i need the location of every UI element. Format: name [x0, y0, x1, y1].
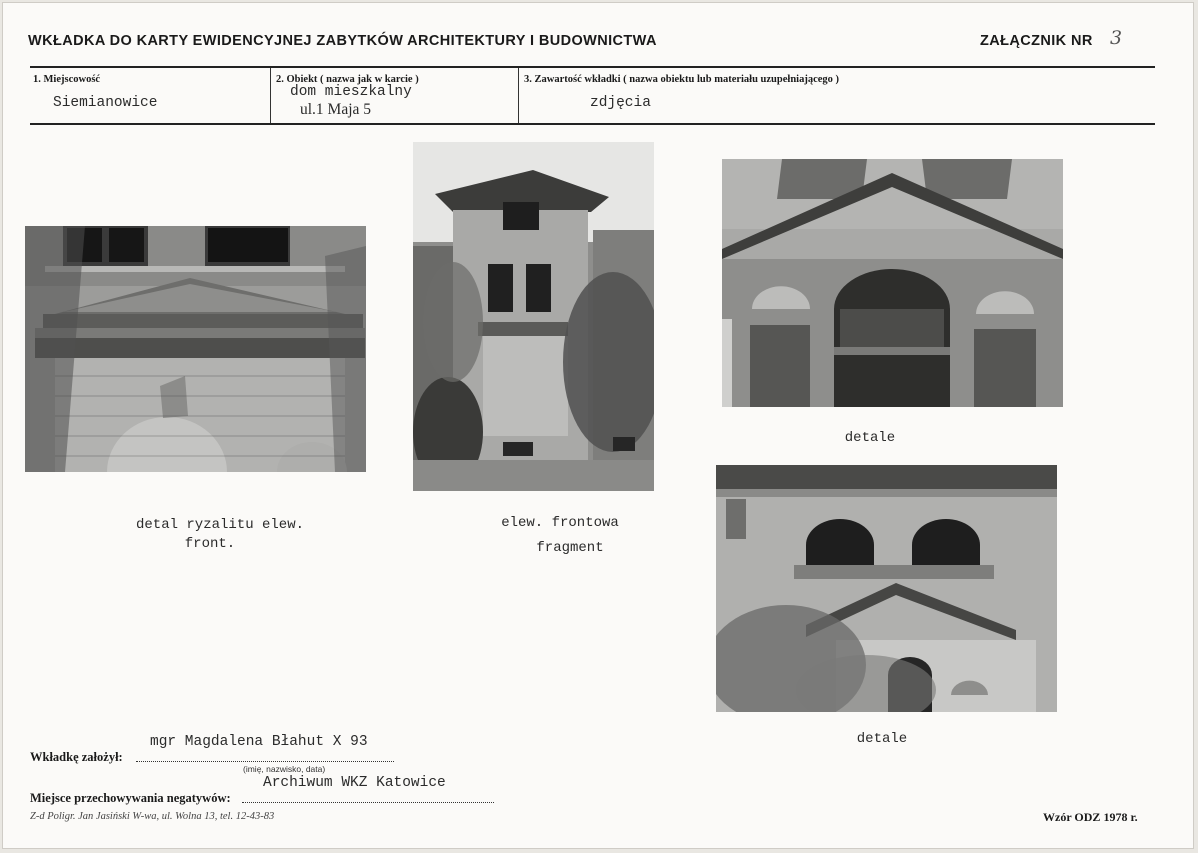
- contents-value: zdjęcia: [590, 95, 651, 111]
- author-value: mgr Magdalena Błahut X 93: [150, 734, 368, 750]
- photo-details-bottom: [716, 465, 1057, 712]
- contents-label: 3. Zawartość wkładki ( nazwa obiektu lub materiału uzupełniającego ): [524, 74, 840, 85]
- storage-label: Miejsce przechowywania negatywów:: [30, 791, 231, 805]
- caption-photo-4: detale: [856, 731, 908, 747]
- form-model: Wzór ODZ 1978 r.: [1043, 810, 1138, 824]
- caption-photo-1-line2: front.: [184, 536, 236, 552]
- field-divider-2: [518, 68, 519, 123]
- document-title: WKŁADKA DO KARTY EWIDENCYJNEJ ZABYTKÓW ARCHITEKTURY I BUDOWNICTWA: [28, 33, 657, 49]
- object-value-line2: ul.1 Maja 5: [300, 101, 372, 118]
- storage-value: Archiwum WKZ Katowice: [263, 775, 446, 791]
- caption-photo-1-line1: detal ryzalitu elew.: [135, 517, 305, 533]
- author-dotted-line: [136, 761, 394, 762]
- caption-photo-2-line2: fragment: [536, 540, 604, 556]
- annex-number: 3: [1110, 27, 1123, 49]
- author-label: Wkładkę założył:: [30, 750, 123, 764]
- caption-photo-3: detale: [844, 430, 896, 446]
- photo-front-elevation: [413, 142, 654, 491]
- printer-imprint: Z-d Poligr. Jan Jasiński W-wa, ul. Wolna 13, tel. 12-43-83: [30, 811, 275, 822]
- locality-label: 1. Miejscowość: [33, 74, 101, 85]
- author-hint: (imię, nazwisko, data): [243, 764, 326, 774]
- photo-details-top: [722, 159, 1063, 407]
- field-divider-1: [270, 68, 271, 123]
- header-bottom-rule: [30, 123, 1155, 125]
- photo-risalit-detail: [25, 226, 366, 472]
- object-value-line1: dom mieszkalny: [290, 84, 412, 100]
- object-label: 2. Obiekt ( nazwa jak w karcie ): [276, 74, 419, 85]
- caption-photo-2-line1: elew. frontowa: [501, 515, 619, 531]
- header-top-rule: [30, 66, 1155, 68]
- storage-dotted-line: [242, 802, 494, 803]
- locality-value: Siemianowice: [53, 95, 158, 111]
- annex-label: ZAŁĄCZNIK NR: [980, 33, 1093, 49]
